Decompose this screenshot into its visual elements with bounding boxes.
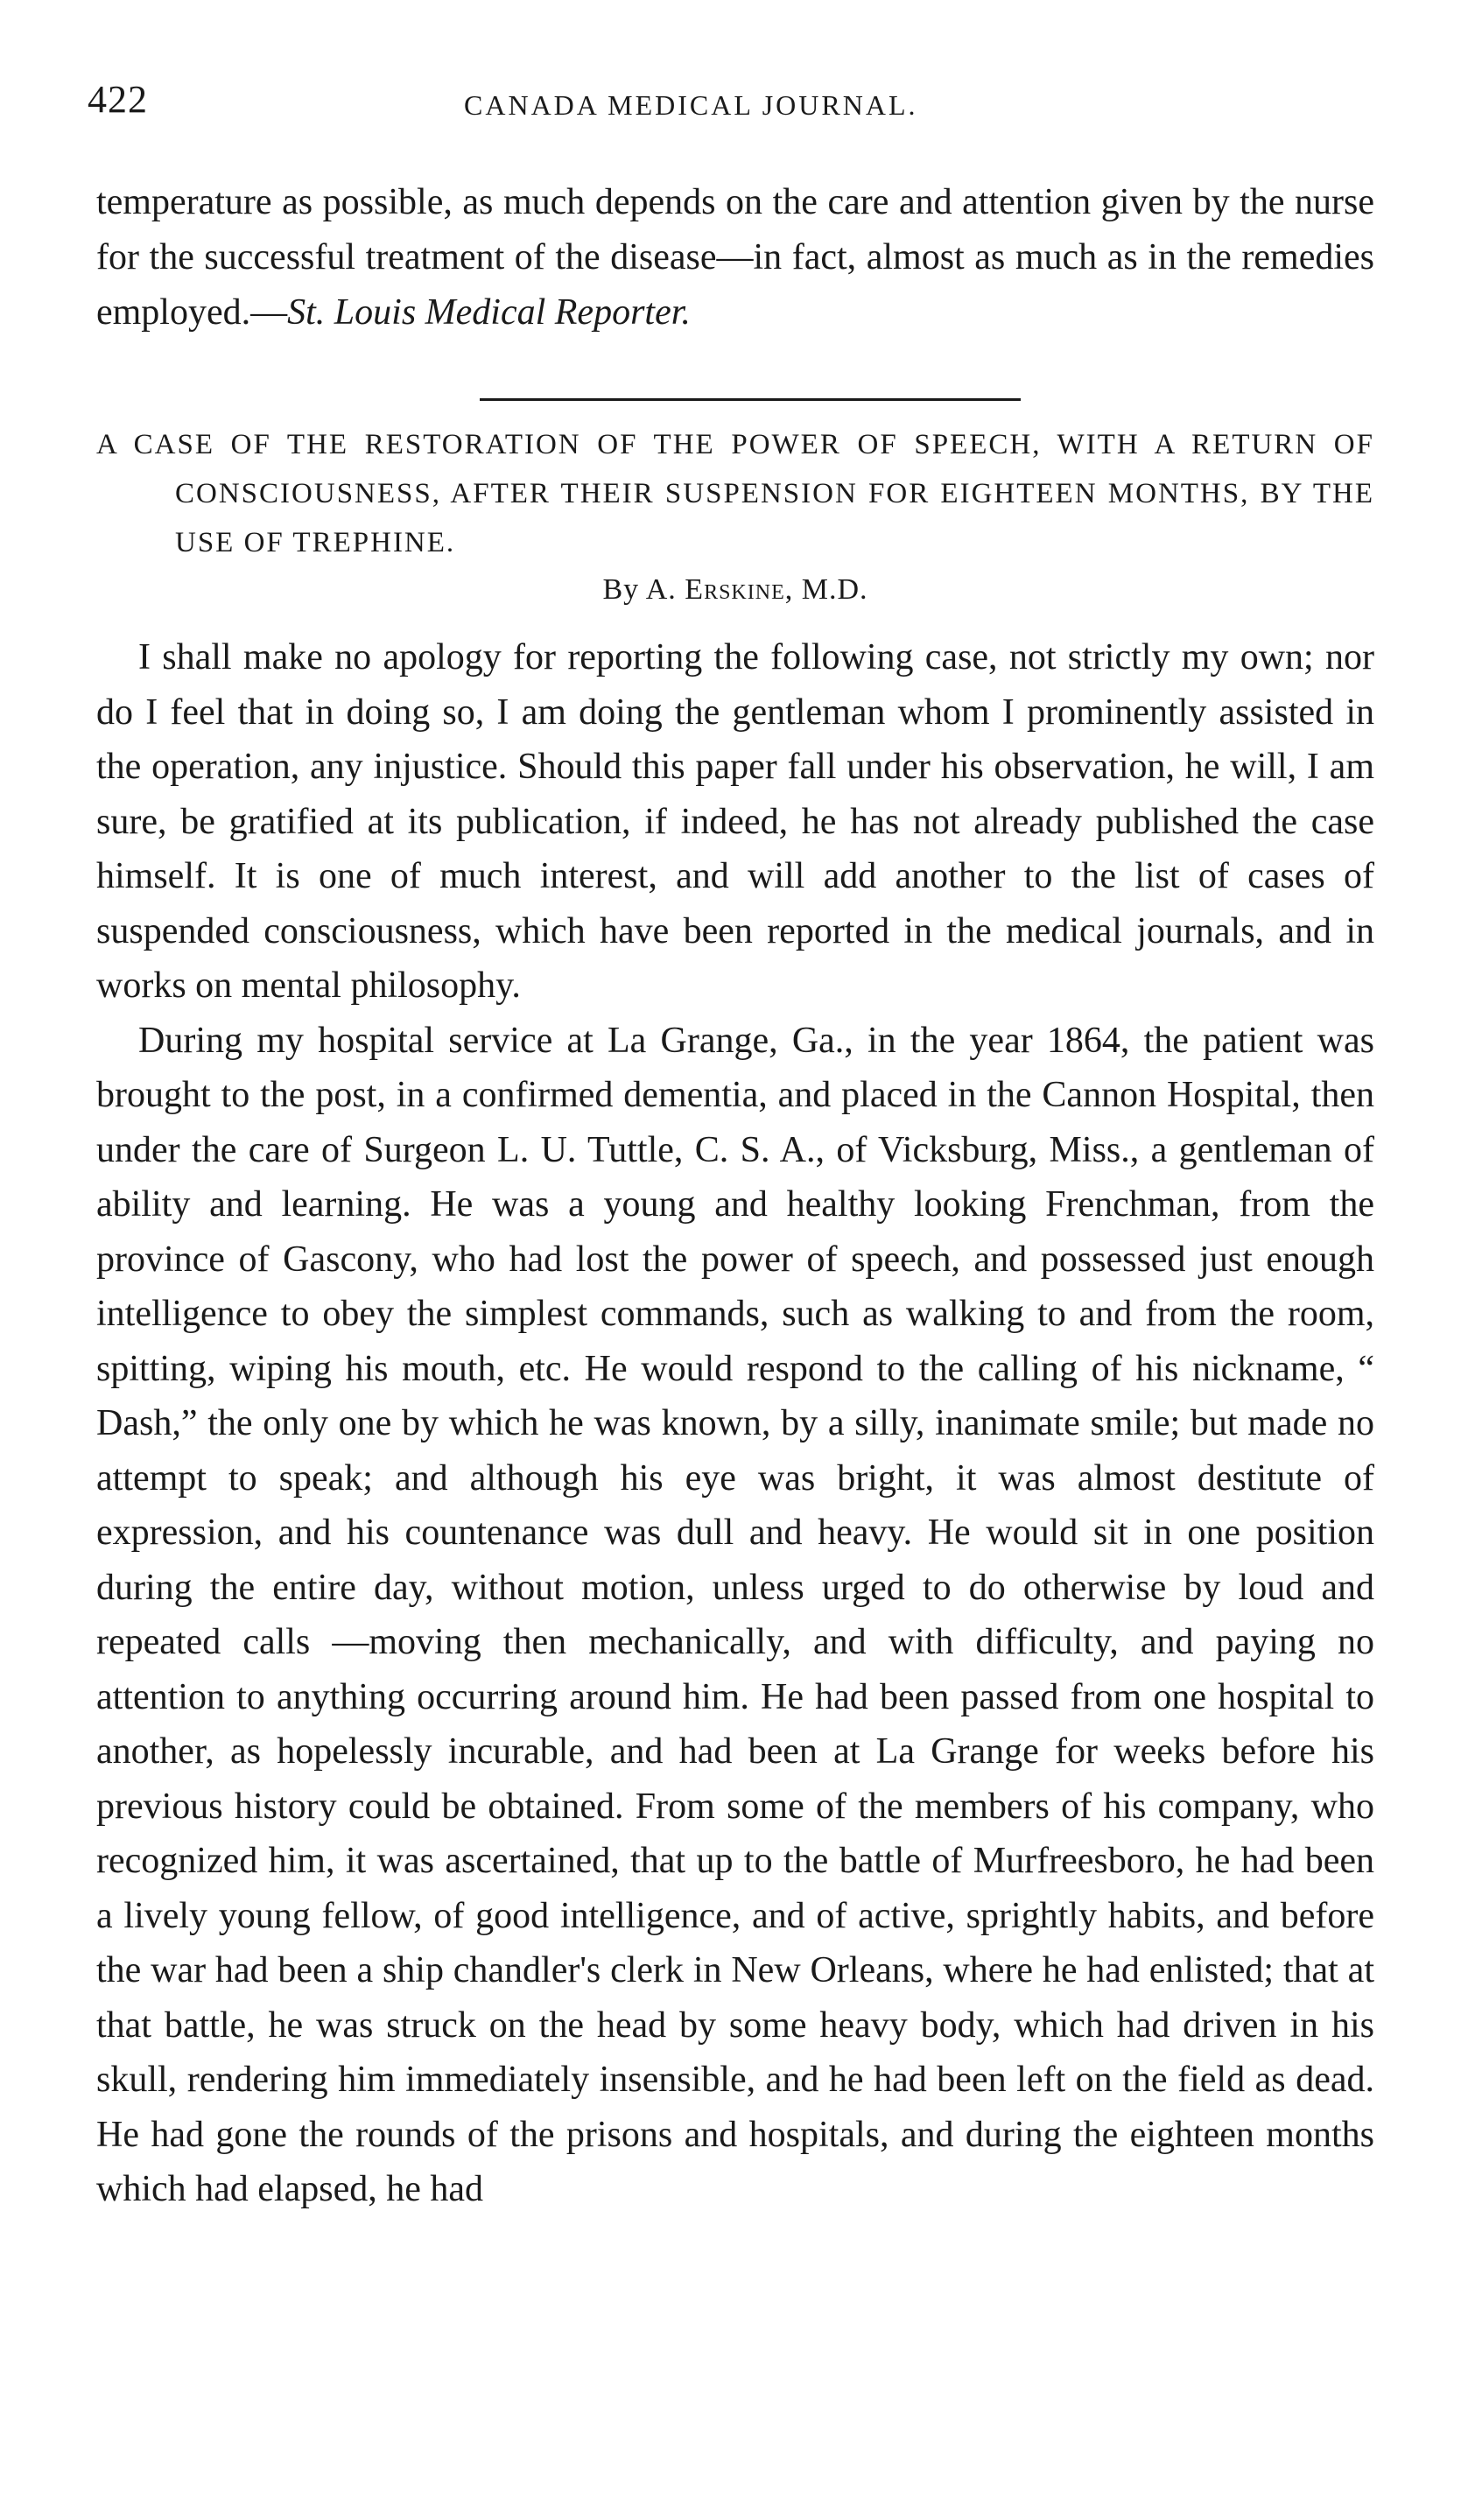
article-title: A CASE OF THE RESTORATION OF THE POWER OF SPEECH, WITH A RETURN OF CONSCIOUSNESS, AFTER THEIR SUSPENSION FOR EIGHTEEN MONTHS, BY THE USE OF TREPHINE. [96,429,1374,558]
running-head [88,77,1383,130]
author-name: Erskine, [685,573,794,606]
byline-prefix: By A. [602,573,677,606]
byline [96,573,1374,607]
journal-title: CANADA MEDICAL JOURNAL. [464,89,918,121]
continued-text: temperature as possible, as much depends on the care and attention given by the nurse for the successful treatment of the disease—in fact, almost as much as in the remedies employed.— [96,182,1374,333]
continued-paragraph [96,175,1374,340]
source-citation: St. Louis Medical Reporter. [287,292,691,333]
body-paragraph: I shall make no apology for reporting the following case, not strictly my own; nor do I feel that in doing so, I am doing the gentleman whom I prominently assisted in the operation, any injustice. Should this paper fall under his observation, he will, I am sure, be gratified at its publication, if indeed, he has not already published the case himself. It is one of much interest, and will add another to the list of cases of suspended consciousness, which have been reported in the medical journals, and in works on mental philosophy. [96,637,1374,1006]
byline-degree: M.D. [801,573,868,606]
page-number: 422 [88,78,148,121]
article-body [96,630,1374,2217]
body-paragraph: During my hospital service at La Grange, Ga., in the year 1864, the patient was brought to the post, in a confirmed dementia, and placed in the Cannon Hospital, then under the care of Surgeon L. U. Tuttle, C. S. A., of Vicksburg, Miss., a gentleman of ability and learning. He was a young and healthy looking Frenchman, from the province of Gascony, who had lost the power of speech, and possessed just enough intelligence to obey the simplest commands, such as walking to and from the room, spitting, wiping his mouth, etc. He would respond to the calling of his nickname, “ Dash,” the only one by which he was known, by a silly, inanimate smile; but made no attempt to speak; and although his eye was bright, it was almost destitute of expression, and his countenance was dull and heavy. He would sit in one position during the entire day, without motion, unless urged to do otherwise by loud and repeated calls —moving then mechanically, and with difficulty, and paying no attention to anything occurring around him. He had been passed from one hospital to another, as hopelessly incurable, and had been at La Grange for weeks before his previous history could be obtained. From some of the members of his company, who recognized him, it was ascertained, that up to the battle of Murfreesboro, he had been a lively young fellow, of good intelligence, and of active, sprightly habits, and before the war had been a ship chandler's clerk in New Orleans, where he had enlisted; that at that battle, he was struck on the head by some heavy body, which had driven in his skull, rendering him immediately insensible, and he had been left on the field as dead. He had gone the rounds of the prisons and hospitals, and during the eighteen months which had elapsed, he had [96,1020,1374,2209]
section-divider [480,398,1021,401]
